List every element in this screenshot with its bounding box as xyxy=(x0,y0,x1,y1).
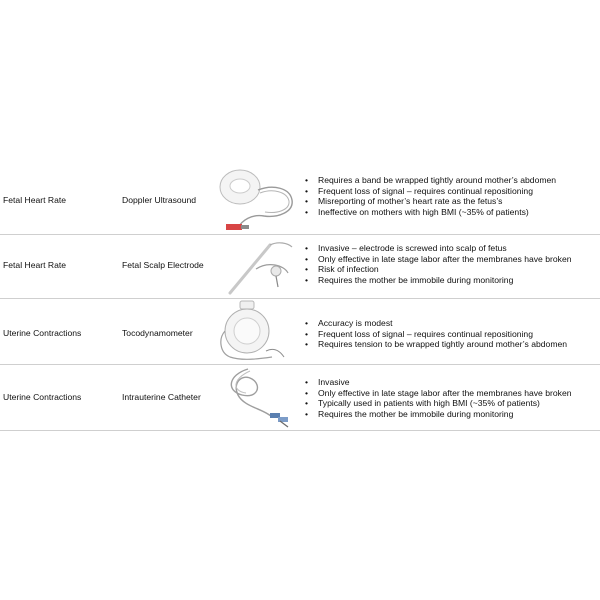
device-cell: Fetal Scalp Electrode xyxy=(122,260,204,270)
table-row xyxy=(0,299,600,365)
list-item: • Invasive – electrode is screwed into scalp of fetus xyxy=(302,243,572,254)
notes-list xyxy=(302,377,572,419)
list-item: • Frequent loss of signal – requires continual repositioning xyxy=(302,186,556,197)
list-item: • Misreporting of mother’s heart rate as the fetus’s xyxy=(302,196,556,207)
measure-cell: Fetal Heart Rate xyxy=(3,260,67,270)
notes-list xyxy=(302,175,556,217)
list-item: • Requires the mother be immobile during monitoring xyxy=(302,275,572,286)
notes-list xyxy=(302,243,572,285)
device-cell: Intrauterine Catheter xyxy=(122,392,201,402)
list-item: • Typically used in patients with high BMI (~35% of patients) xyxy=(302,398,572,409)
notes-list xyxy=(302,318,567,350)
device-cell: Tocodynamometer xyxy=(122,328,193,338)
list-item: • Ineffective on mothers with high BMI (~35% of patients) xyxy=(302,207,556,218)
list-item: • Requires tension to be wrapped tightly around mother’s abdomen xyxy=(302,339,567,350)
list-item: • Risk of infection xyxy=(302,264,572,275)
table-row xyxy=(0,365,600,431)
list-item: • Invasive xyxy=(302,377,572,388)
measure-cell: Uterine Contractions xyxy=(3,392,82,402)
list-item: • Accuracy is modest xyxy=(302,318,567,329)
table-row xyxy=(0,235,600,299)
list-item: • Frequent loss of signal – requires continual repositioning xyxy=(302,329,567,340)
intrauterine-catheter-icon xyxy=(218,365,298,429)
list-item: • Requires the mother be immobile during monitoring xyxy=(302,409,572,420)
list-item: • Requires a band be wrapped tightly around mother’s abdomen xyxy=(302,175,556,186)
list-item: • Only effective in late stage labor after the membranes have broken xyxy=(302,388,572,399)
doppler-transducer-icon xyxy=(218,162,298,232)
measure-cell: Uterine Contractions xyxy=(3,328,82,338)
device-cell: Doppler Ultrasound xyxy=(122,195,197,205)
tocodynamometer-icon xyxy=(218,299,298,363)
measure-cell: Fetal Heart Rate xyxy=(3,195,67,205)
scalp-electrode-icon xyxy=(218,237,298,297)
table-row xyxy=(0,160,600,235)
list-item: • Only effective in late stage labor after the membranes have broken xyxy=(302,254,572,265)
